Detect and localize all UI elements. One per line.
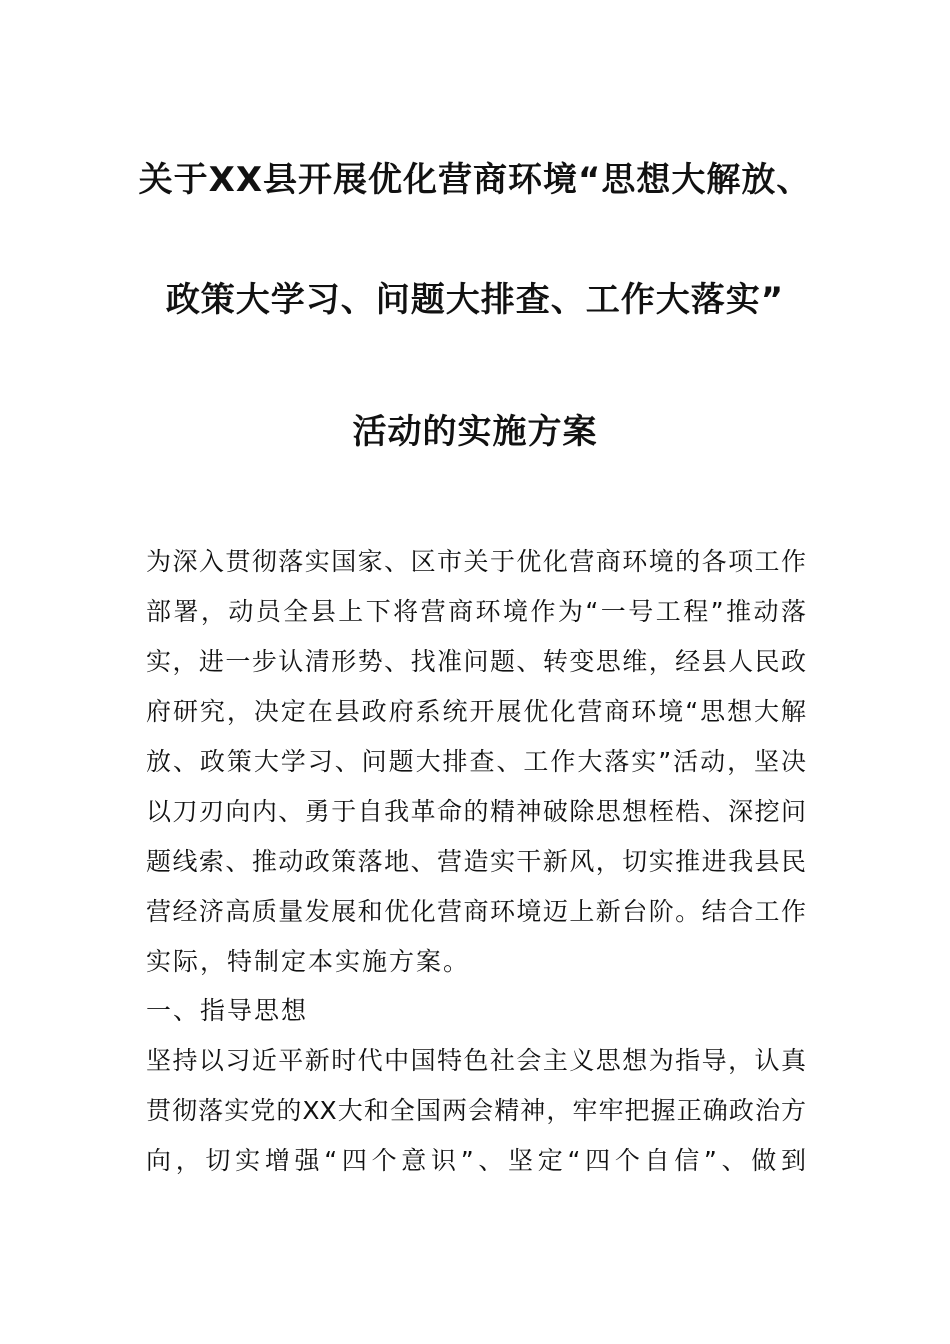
intro-paragraph-line: 实，进一步认清形势、找准问题、转变思维，经县人民政 (146, 647, 806, 676)
intro-paragraph-line: 部署，动员全县上下将营商环境作为“一号工程”推动落 (146, 597, 806, 626)
intro-paragraph-line: 营经济高质量发展和优化营商环境迈上新台阶。结合工作 (146, 897, 806, 926)
document-title-line-1: 关于XX县开展优化营商环境“思想大解放、 (138, 160, 812, 200)
document-title-line-3: 活动的实施方案 (352, 412, 598, 452)
intro-paragraph-line: 实际，特制定本实施方案。 (146, 947, 471, 976)
intro-paragraph-line: 为深入贯彻落实国家、区市关于优化营商环境的各项工作 (146, 547, 806, 576)
document-title-line-2: 政策大学习、问题大排查、工作大落实” (165, 280, 785, 320)
intro-paragraph-line: 府研究，决定在县政府系统开展优化营商环境“思想大解 (146, 697, 806, 726)
intro-paragraph-line: 题线索、推动政策落地、营造实干新风，切实推进我县民 (146, 847, 806, 876)
section-1-paragraph-line: 向，切实增强“四个意识”、坚定“四个自信”、做到 (146, 1146, 806, 1175)
section-1-heading: 一、指导思想 (146, 996, 309, 1025)
section-1-paragraph-line: 贯彻落实党的XX大和全国两会精神，牢牢把握正确政治方 (146, 1096, 806, 1125)
intro-paragraph-line: 以刀刃向内、勇于自我革命的精神破除思想桎梏、深挖问 (146, 797, 806, 826)
section-1-paragraph-line: 坚持以习近平新时代中国特色社会主义思想为指导，认真 (146, 1046, 806, 1075)
intro-paragraph-line: 放、政策大学习、问题大排查、工作大落实”活动，坚决 (146, 747, 806, 776)
